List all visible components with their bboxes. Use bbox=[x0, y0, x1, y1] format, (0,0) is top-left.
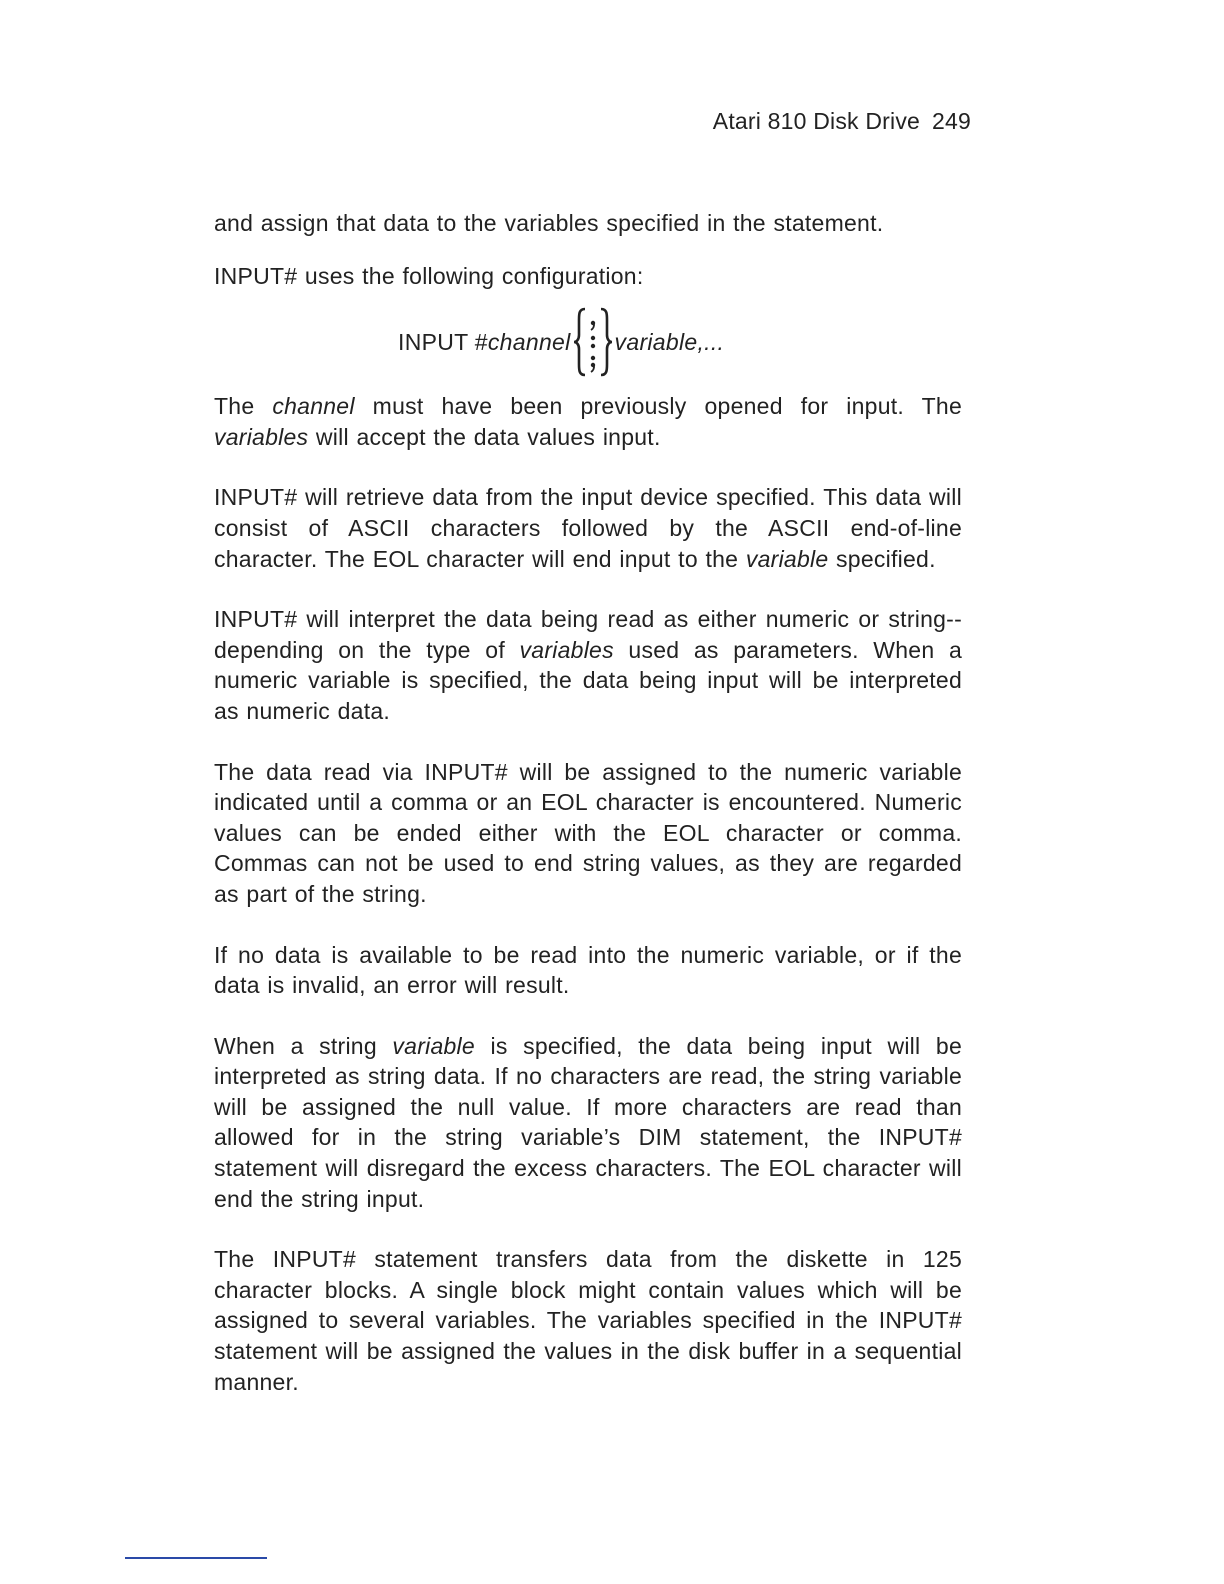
paragraph-numeric: The data read via INPUT# will be assigned to the numeric variable indicated until a comma or an EOL character is encountered. Numeric values can be ended either with the EOL character or comma. Commas can not be used to end string values, as they are regarded as part of the string. bbox=[214, 758, 962, 907]
term-variables: variables bbox=[519, 636, 614, 663]
paragraph-channel: The channel must have been previously opened for input. The variables will accept the data values input. bbox=[214, 393, 962, 450]
syntax-formula bbox=[214, 291, 962, 373]
paragraph-config-intro: INPUT# uses the following configuration: bbox=[214, 262, 644, 289]
term-channel: channel bbox=[272, 393, 355, 420]
semicolon-dot-icon bbox=[590, 356, 594, 360]
paragraph-retrieve: INPUT# will retrieve data from the input device specified. This data will consist of ASCII characters followed by the ASCII end-of-line character. The EOL character will end input to the variable specified. bbox=[214, 484, 962, 572]
body-text bbox=[214, 208, 962, 1427]
syntax-channel: channel bbox=[487, 329, 571, 356]
term-variables: variables bbox=[214, 423, 309, 450]
colon-top-icon bbox=[590, 336, 594, 340]
syntax-variable: variable,... bbox=[614, 329, 725, 356]
paragraph-interpret: INPUT# will interpret the data being read as either numeric or string--depending on the type of variables used as parameters. When a numeric variable is specified, the data being input will be interpreted as numeric data. bbox=[214, 606, 962, 724]
left-brace-icon bbox=[574, 309, 585, 375]
header-title: Atari 810 Disk Drive bbox=[712, 108, 921, 134]
paragraph-error: If no data is available to be read into the numeric variable, or if the data is invalid, an error will result. bbox=[214, 941, 962, 999]
colon-bottom-icon bbox=[590, 344, 594, 348]
term-variable: variable bbox=[392, 1032, 475, 1059]
paragraph-blocks: The INPUT# statement transfers data from the diskette in 125 character blocks. A single block might contain values which will be assigned to several variables. The variables specified in the INPUT# statement will be assigned the values in the disk buffer in a sequential manner. bbox=[214, 1246, 962, 1395]
paragraph-string: When a string variable is specified, the data being input will be interpreted as string data. If no characters are read, the string variable will be assigned the null value. If more characters are read than allowed for in the string variable’s DIM statement, the INPUT# statement will disregard the excess characters. The EOL character will end the string input. bbox=[214, 1032, 962, 1212]
right-brace-icon bbox=[601, 309, 612, 375]
syntax-keyword: INPUT # bbox=[398, 329, 488, 356]
term-variable: variable bbox=[745, 545, 829, 572]
paragraph-continuation: and assign that data to the variables specified in the statement. bbox=[214, 210, 884, 236]
page-number: 249 bbox=[932, 108, 971, 134]
footnote-rule bbox=[125, 1557, 267, 1559]
separator-choice-brace bbox=[574, 305, 612, 379]
running-header bbox=[713, 108, 971, 135]
